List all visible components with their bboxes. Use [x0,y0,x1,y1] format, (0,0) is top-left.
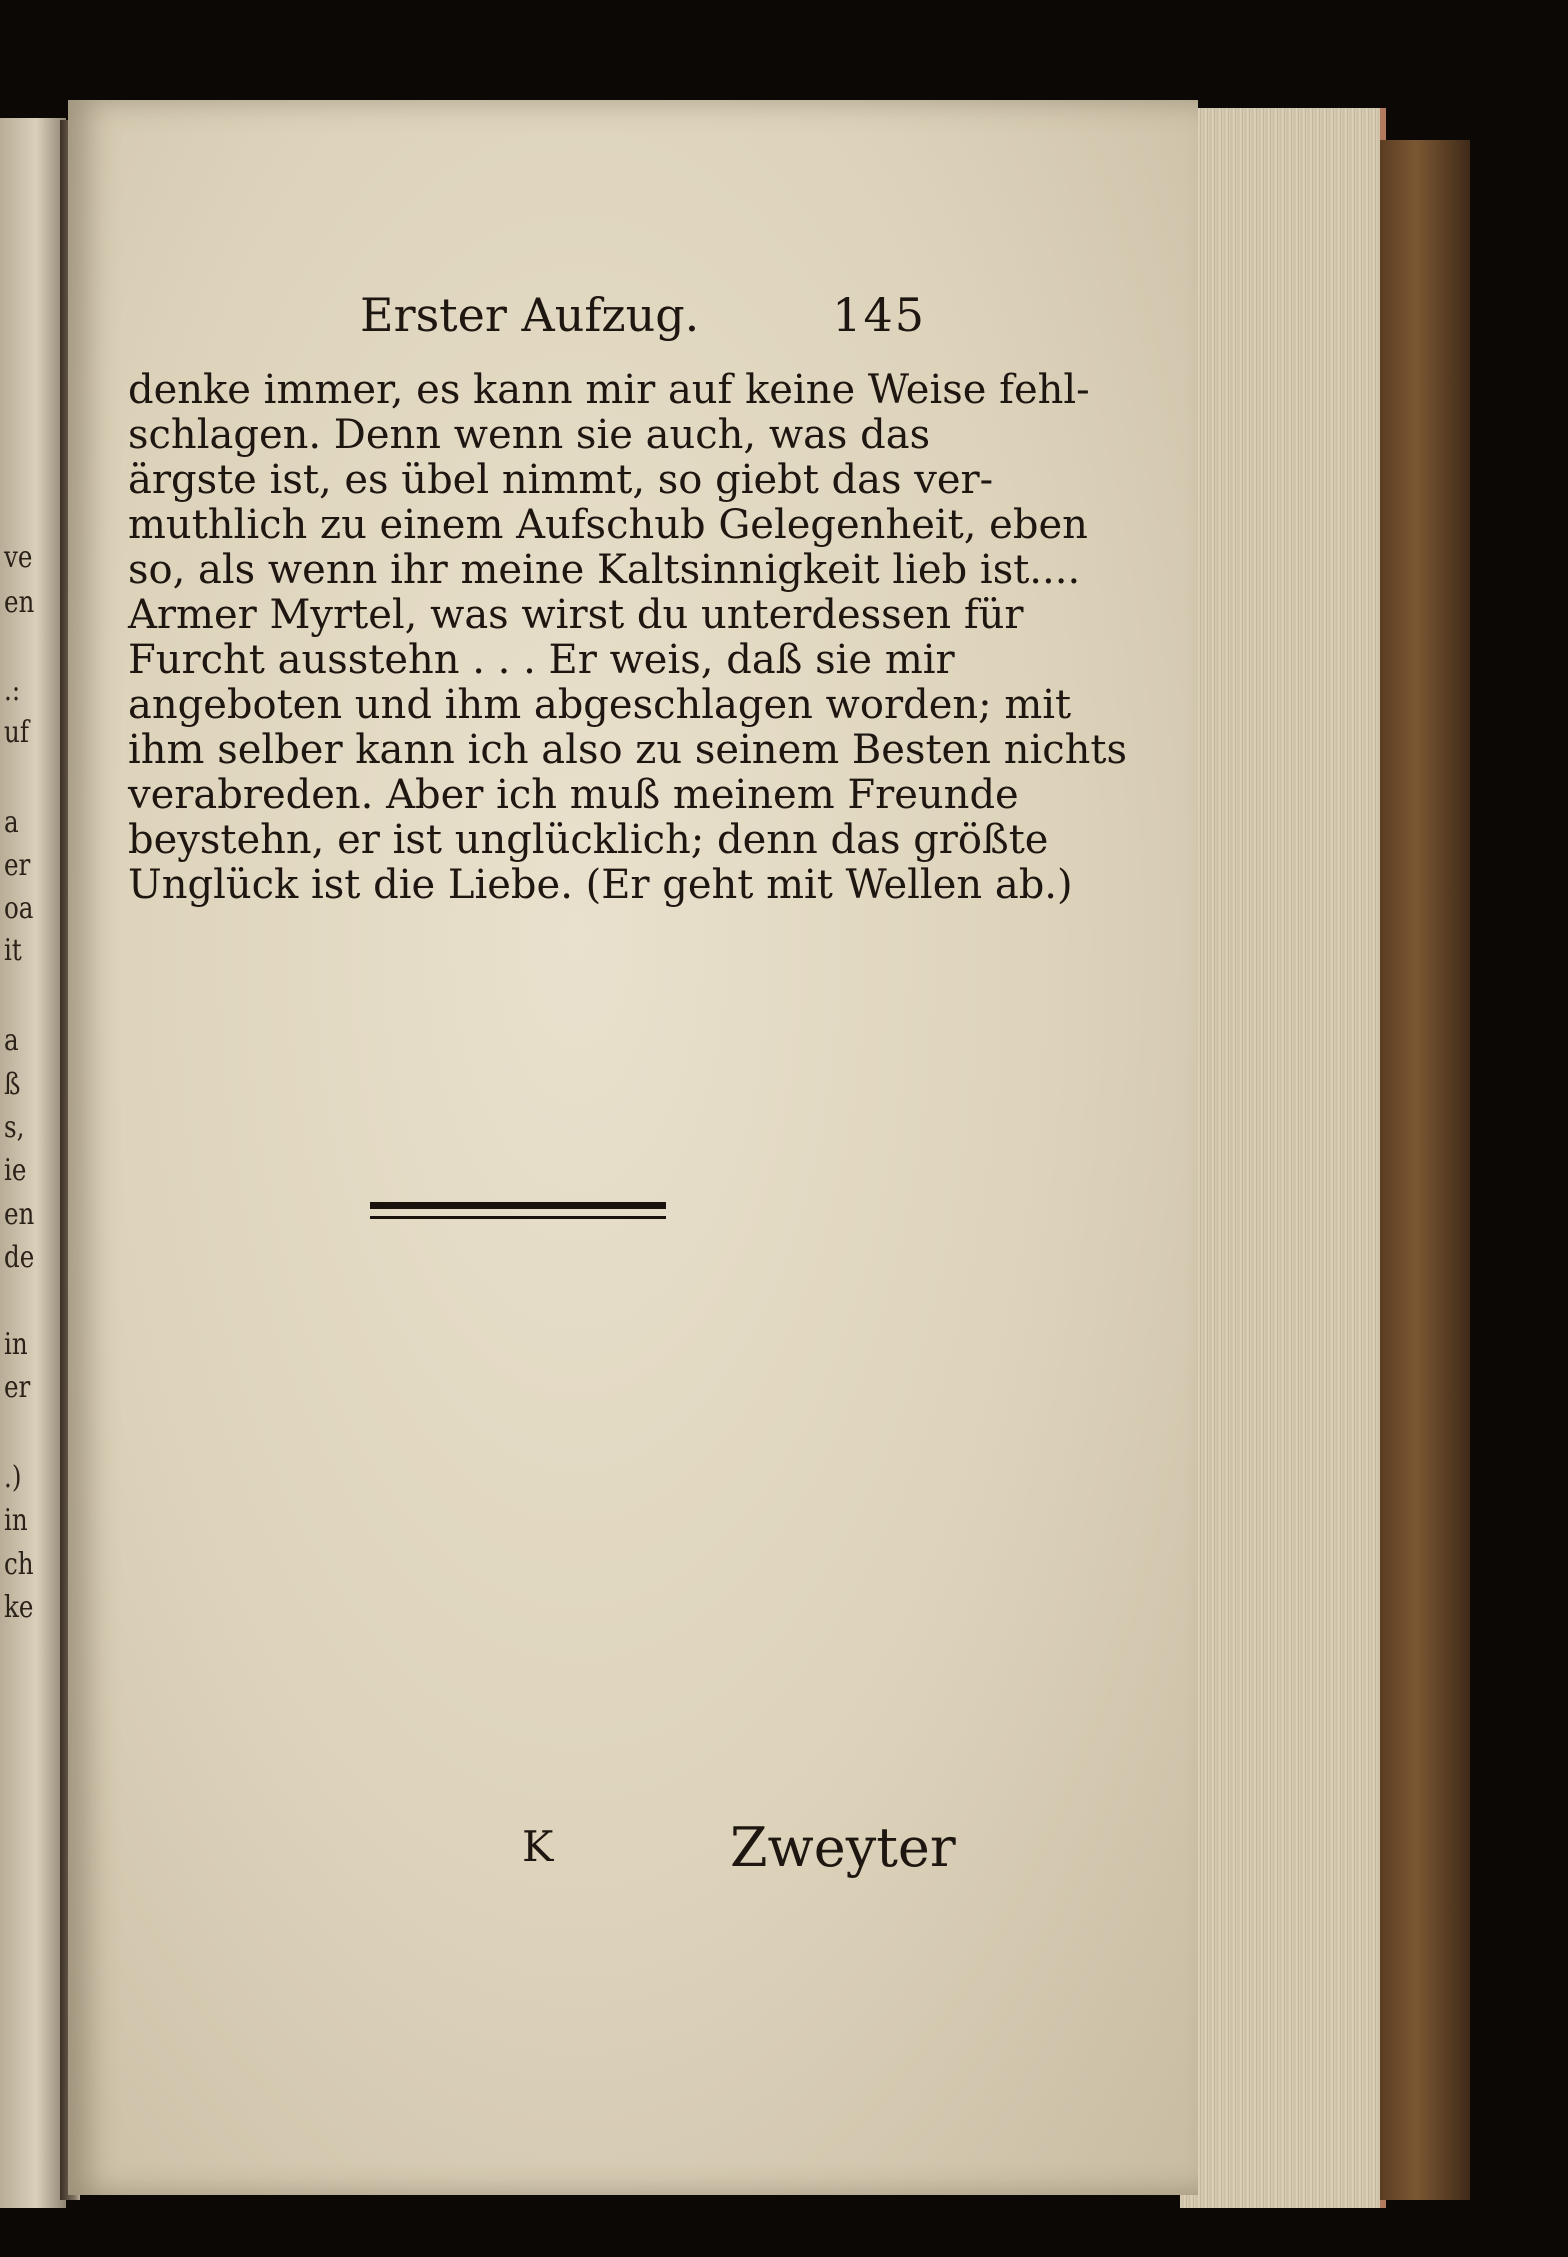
left-fragment: uf [4,715,29,750]
left-fragment: it [4,933,22,968]
left-fragment: .: [4,673,21,708]
left-fragment: a [4,805,19,840]
text-line: muthlich zu einem Aufschub Gelegenheit, eben [128,502,1088,548]
text-line: verabreden. Aber ich muß meinem Freunde [128,772,1019,818]
left-fragment: oa [4,891,34,926]
left-fragment: in [4,1327,28,1362]
catchword: Zweyter [730,1816,956,1879]
left-fragment: er [4,1370,31,1405]
text-line: Furcht ausstehn . . . Er weis, daß sie mir [128,637,955,683]
running-header [120,288,926,348]
text-line: ärgste ist, es übel nimmt, so giebt das ver- [128,457,994,503]
text-line: Unglück ist die Liebe. (Er geht mit Wellen ab.) [128,862,1073,908]
page-number: 145 [832,288,926,342]
section-rule-thin [370,1216,666,1219]
left-fragment: ch [4,1547,34,1582]
left-fragment: a [4,1023,19,1058]
right-page [68,100,1198,2195]
running-title: Erster Aufzug. [360,288,700,342]
text-line: beystehn, er ist unglücklich; denn das größte [128,817,1049,863]
left-fragment: ke [4,1590,34,1625]
left-fragment: ie [4,1153,27,1188]
text-line: so, als wenn ihr meine Kaltsinnigkeit lieb ist.... [128,547,1081,593]
left-fragment: er [4,848,31,883]
left-fragment: de [4,1240,35,1275]
text-line: angeboten und ihm abgeschlagen worden; mit [128,682,1072,728]
left-page [0,118,66,2208]
left-fragment: en [4,585,35,620]
section-rule-thick [370,1202,666,1209]
left-fragment: s, [4,1110,25,1145]
text-line: Armer Myrtel, was wirst du unterdessen für [128,592,1024,638]
signature-mark: K [522,1822,554,1871]
left-fragment: .) [4,1460,22,1495]
text-line: ihm selber kann ich also zu seinem Besten nichts [128,727,1128,773]
left-fragment: en [4,1197,35,1232]
page-edges [1180,108,1386,2208]
text-line: schlagen. Denn wenn sie auch, was das [128,412,931,458]
left-fragment: in [4,1503,28,1538]
left-fragment: ve [4,540,33,575]
book-cover [1380,140,1470,2200]
left-fragment: ß [4,1067,21,1102]
text-line: denke immer, es kann mir auf keine Weise fehl- [128,367,1090,413]
